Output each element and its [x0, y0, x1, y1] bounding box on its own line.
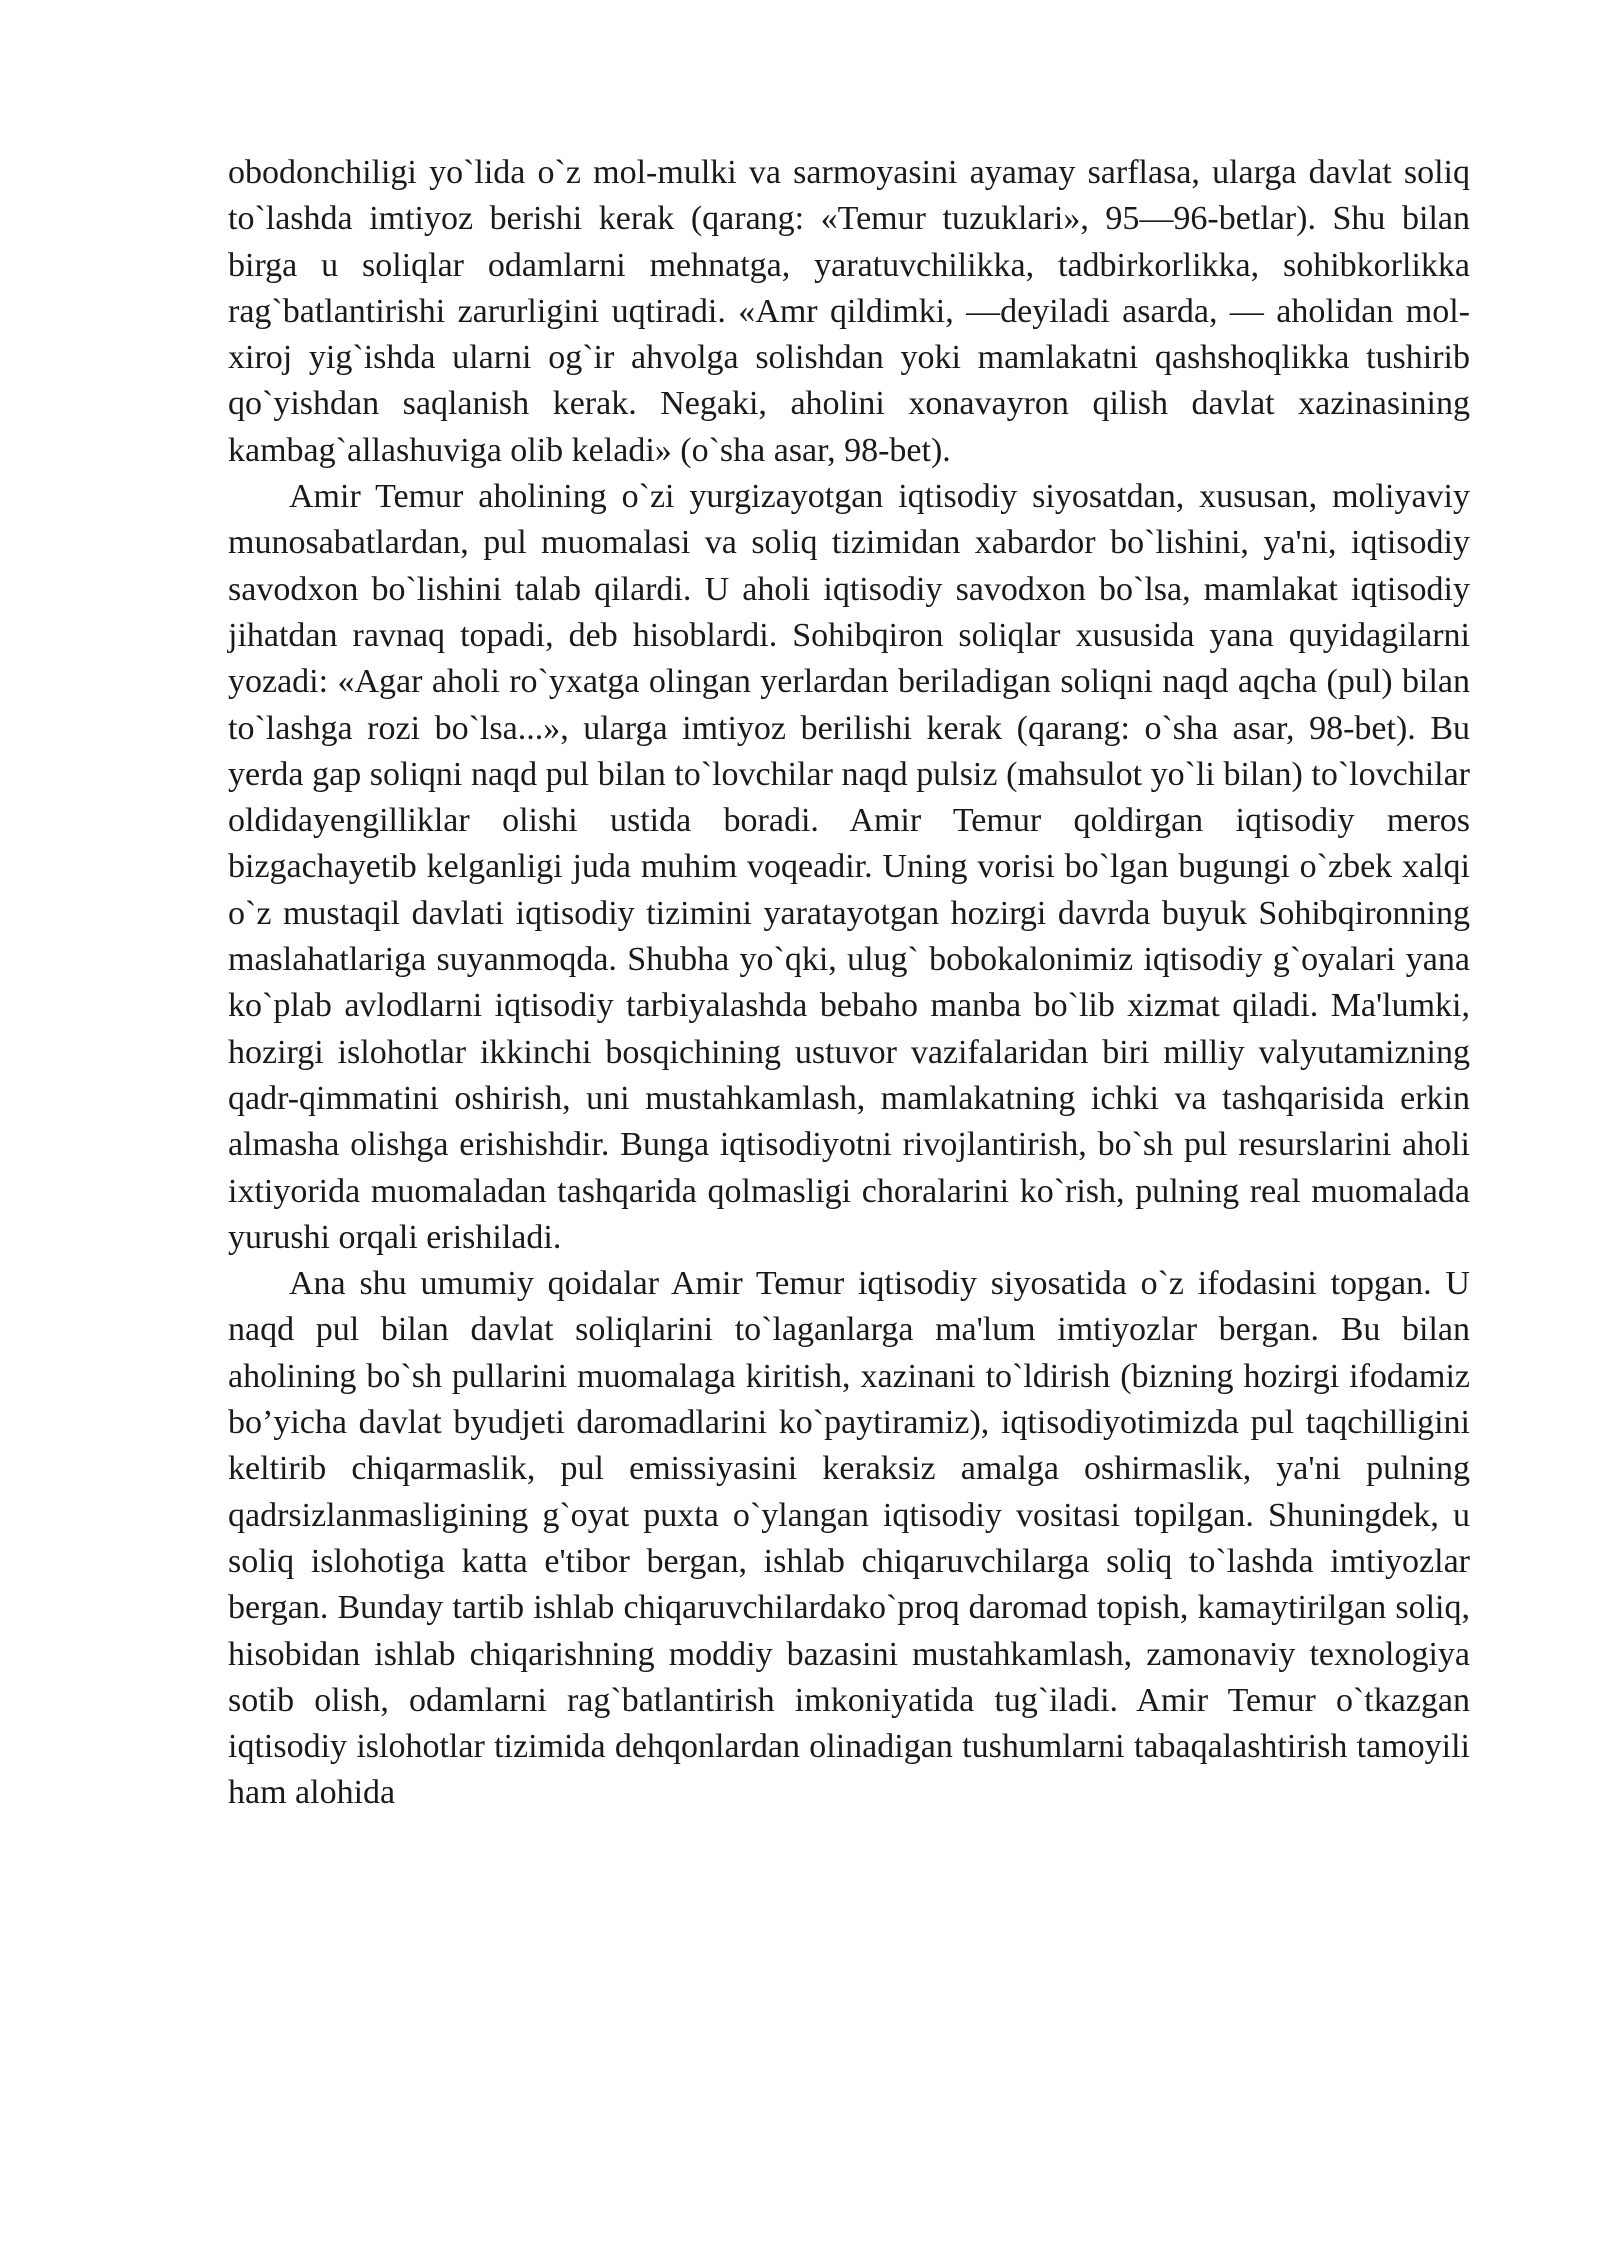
paragraph-amir-temur-economic-literacy: Amir Temur aholining o`zi yurgizayotgan iqtisodiy siyosatdan, xususan, moliyaviy munosabatlardan, pul muomalasi va soliq tizimidan xabardor bo`lishini, ya'ni, iqtisodiy savodxon bo`lishini talab qilardi. U aholi iqtisodiy savodxon bo`lsa, mamlakat iqtisodiy jihatdan ravnaq topadi, deb hisoblardi. Sohibqiron soliqlar xususida yana quyidagilarni yozadi: «Agar aholi ro`yxatga olingan yerlardan beriladigan soliqni naqd aqcha (pul) bilan to`lashga rozi bo`lsa...», ularga imtiyoz berilishi kerak (qarang: o`sha asar, 98-bet). Bu yerda gap soliqni naqd pul bilan to`lovchilar naqd pulsiz (mahsulot yo`li bilan) to`lovchilar oldidayengilliklar olishi ustida boradi. Amir Temur qoldirgan iqtisodiy meros bizgachayetib kelganligi juda muhim voqeadir. Uning vorisi bo`lgan bugungi o`zbek xalqi o`z mustaqil davlati iqtisodiy tizimini yaratayotgan hozirgi davrda buyuk Sohibqironning maslahatlariga suyanmoqda. Shubha yo`qki, ulug` bobokalonimiz iqtisodiy g`oyalari yana ko`plab avlodlarni iqtisodiy tarbiyalashda bebaho manba bo`lib xizmat qiladi. Ma'lumki, hozirgi islohotlar ikkinchi bosqichining ustuvor vazifalaridan biri milliy valyutamizning qadr-qimmatini oshirish, uni mustahkamlash, mamlakatning ichki va tashqarisida erkin almasha olishga erishishdir. Bunga iqtisodiyotni rivojlantirish, bo`sh pul resurslarini aholi ixtiyorida muomaladan tashqarida qolmasligi choralarini ko`rish, pulning real muomalada yurushi orqali erishiladi.: [228, 478, 1470, 1256]
paragraph-general-rules: Ana shu umumiy qoidalar Amir Temur iqtisodiy siyosatida o`z ifodasini topgan. U naqd pul bilan davlat soliqlarini to`laganlarga ma'lum imtiyozlar bergan. Bu bilan aholining bo`sh pullarini muomalaga kiritish, xazinani to`ldirish (bizning hozirgi ifodamiz bo’yicha davlat byudjeti daromadlarini ko`paytiramiz), iqtisodiyotimizda pul taqchilligini keltirib chiqarmaslik, pul emissiyasini keraksiz amalga oshirmaslik, ya'ni pulning qadrsizlanmasligining g`oyat puxta o`ylangan iqtisodiy vositasi topilgan. Shuningdek, u soliq islohotiga katta e'tibor bergan, ishlab chiqaruvchilarga soliq to`lashda imtiyozlar bergan. Bunday tartib ishlab chiqaruvchilardako`proq daromad topish, kamaytirilgan soliq, hisobidan ishlab chiqarishning moddiy bazasini mustahkamlash, zamonaviy texnologiya sotib olish, odamlarni rag`batlantirish imkoniyatida tug`iladi. Amir Temur o`tkazgan iqtisodiy islohotlar tizimida dehqonlardan olinadigan tushumlarni tabaqalashtirish tamoyili ham alohida: [228, 1265, 1470, 1812]
document-page: [228, 150, 1470, 1817]
paragraph-continuation: obodonchiligi yo`lida o`z mol-mulki va sarmoyasini ayamay sarflasa, ularga davlat soliq to`lashda imtiyoz berishi kerak (qarang: «Temur tuzuklari», 95—96-betlar). Shu bilan birga u soliqlar odamlarni mehnatga, yaratuvchilikka, tadbirkorlikka, sohibkorlikka rag`batlantirishi zarurligini uqtiradi. «Amr qildimki, —deyiladi asarda, — aholidan mol-xiroj yig`ishda ularni og`ir ahvolga solishdan yoki mamlakatni qashshoqlikka tushirib qo`yishdan saqlanish kerak. Negaki, aholini xonavayron qilish davlat xazinasining kambag`allashuviga olib keladi» (o`sha asar, 98-bet).: [228, 154, 1470, 469]
